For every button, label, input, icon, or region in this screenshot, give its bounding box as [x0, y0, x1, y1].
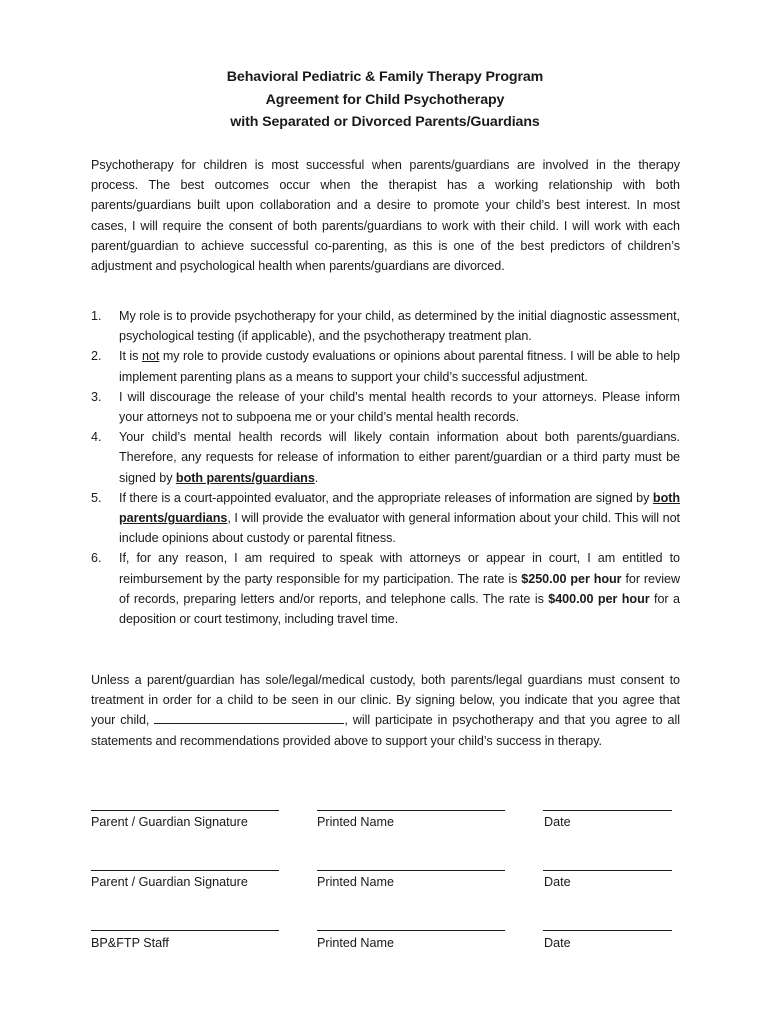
underlined-not: not — [141, 349, 160, 364]
list-item — [91, 548, 680, 629]
printed-name-label: Printed Name — [317, 815, 394, 829]
signature-line[interactable] — [91, 810, 279, 811]
list-item-number: 2. — [91, 349, 102, 364]
title-line-1: Behavioral Pediatric & Family Therapy Program — [226, 69, 544, 85]
date-line[interactable] — [543, 930, 672, 931]
consent-text: Unless a parent/guardian has sole/legal/medical custody, both parents/legal guardians must consent to treatment in order for a child to be seen in our clinic. By signing below, you indicate that you agree that your child, — [91, 673, 680, 728]
list-item-text: Your child’s mental health records will likely contain information about both parents/guardians. Therefore, any requests for release of information to either parent/guardian or a third party must be signed by — [119, 430, 680, 485]
emphasis-both-parents: both parents/guardians — [175, 470, 315, 485]
date-label: Date — [544, 815, 571, 829]
signature-line[interactable] — [91, 930, 279, 931]
printed-name-label: Printed Name — [317, 875, 394, 889]
list-item-text: I will discourage the release of your child’s mental health records to your attorneys. Please inform your attorneys not to subpoena me or your child’s mental health records. — [119, 389, 680, 425]
list-item-text: It is — [119, 349, 142, 364]
printed-name-line[interactable] — [317, 810, 505, 811]
signature-label: Parent / Guardian Signature — [91, 875, 248, 889]
list-item-text: for review of records, preparing letters and/or reports, and telephone calls. The rate is — [119, 571, 680, 606]
list-item — [91, 488, 680, 549]
emphasis-both-parents: both parents/guardians — [119, 490, 680, 526]
date-label: Date — [544, 875, 571, 889]
list-item — [91, 346, 680, 386]
list-item-text: . — [314, 470, 319, 485]
signature-line[interactable] — [91, 870, 279, 871]
list-item — [91, 387, 680, 427]
consent-text: , will participate in psychotherapy and that you agree to all statements and recommendations provided above to support your child’s success in therapy. — [91, 713, 680, 748]
date-line[interactable] — [543, 870, 672, 871]
list-item-number: 5. — [91, 490, 102, 505]
child-name-field[interactable] — [154, 711, 344, 724]
list-item-text: my role to provide custody evaluations or opinions about parental fitness. I will be able to help implement parenting plans as a means to support your child’s successful adjustment. — [119, 349, 680, 384]
list-item-number: 4. — [91, 430, 102, 445]
staff-label: BP&FTP Staff — [91, 936, 169, 950]
title-line-3: with Separated or Divorced Parents/Guardians — [230, 114, 540, 130]
list-item-number: 1. — [91, 309, 102, 323]
list-item-text: If, for any reason, I am required to speak with attorneys or appear in court, I am entitled to reimbursement by the party responsible for my participation. The rate is — [119, 551, 680, 586]
consent-paragraph — [91, 670, 680, 751]
printed-name-line[interactable] — [317, 930, 505, 931]
intro-paragraph: Psychotherapy for children is most successful when parents/guardians are involved in the therapy process. The best outcomes occur when the therapist has a working relationship with both parents/guardians built upon collaboration and a desire to promote your child’s best interest. In most cases, I will require the consent of both parents/guardians to work with their child. I will work with each parent/guardian to achieve successful co-parenting, as this is one of the best predictors of children’s adjustment and psychological health when parents/guardians are divorced. — [91, 158, 680, 274]
date-line[interactable] — [543, 810, 672, 811]
list-item — [91, 306, 680, 346]
date-label: Date — [544, 936, 571, 950]
rate-hourly-records: $250.00 per hour — [521, 571, 622, 586]
list-item-text: for a deposition or court testimony, including travel time. — [119, 591, 680, 627]
printed-name-label: Printed Name — [317, 936, 394, 950]
terms-list — [91, 306, 680, 629]
list-item-number: 3. — [91, 389, 102, 404]
rate-hourly-deposition: $400.00 per hour — [548, 591, 650, 606]
list-item-text: , I will provide the evaluator with general information about your child. This will not include opinions about custody or parental fitness. — [119, 511, 680, 546]
printed-name-line[interactable] — [317, 870, 505, 871]
list-item-text: If there is a court-appointed evaluator, and the appropriate releases of information are signed by — [119, 490, 653, 505]
list-item — [91, 427, 680, 488]
document-title — [0, 66, 770, 134]
signature-label: Parent / Guardian Signature — [91, 815, 248, 829]
list-item-text: My role is to provide psychotherapy for your child, as determined by the initial diagnostic assessment, psychological testing (if applicable), and the psychotherapy treatment plan. — [119, 309, 680, 344]
title-line-2: Agreement for Child Psychotherapy — [265, 91, 505, 108]
list-item-number: 6. — [91, 551, 102, 566]
